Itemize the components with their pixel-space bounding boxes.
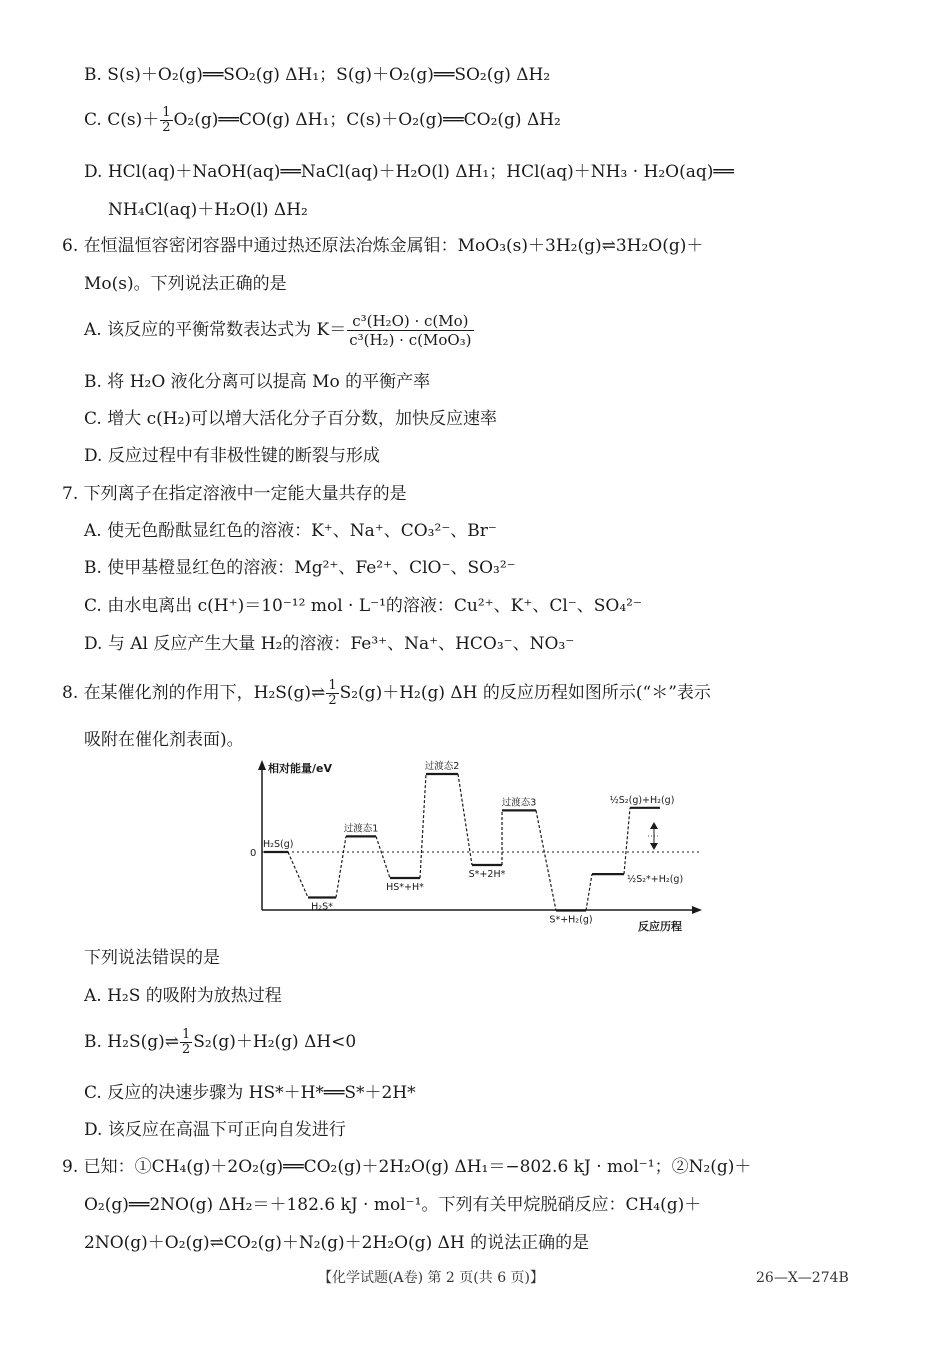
q9-line1: 9. 已知：①CH₄(g)＋2O₂(g)══CO₂(g)＋2H₂O(g) ΔH₁＝−802.6 kJ · mol⁻¹；②N₂(g)＋ (62, 1157, 752, 1177)
q8-option-c: C. 反应的决速步骤为 HS*＋H*══S*＋2H* (84, 1083, 416, 1103)
q7-option-b: B. 使甲基橙显红色的溶液：Mg²⁺、Fe²⁺、ClO⁻、SO₃²⁻ (84, 558, 516, 578)
x-axis-label: 反应历程 (638, 920, 682, 933)
q6-stem-line1: 6. 在恒温恒容密闭容器中通过热还原法冶炼金属钼：MoO₃(s)＋3H₂(g)⇌3H₂O(g)＋ (62, 236, 704, 256)
energy-level-label: H₂S(g) (263, 839, 294, 850)
zero-label: 0 (250, 848, 257, 859)
q5-option-c-post: O₂(g)══CO(g) ΔH₁；C(s)＋O₂(g)══CO₂(g) ΔH₂ (173, 110, 561, 130)
q8-option-b (84, 1028, 356, 1057)
y-axis-label: 相对能量/eV (268, 762, 332, 775)
q7-option-c: C. 由水电离出 c(H⁺)＝10⁻¹² mol · L⁻¹的溶液：Cu²⁺、K⁺、Cl⁻、SO₄²⁻ (84, 596, 642, 616)
q5-option-c-pre: C. C(s)＋ (84, 110, 160, 130)
energy-profile-chart (240, 758, 710, 938)
energy-level-label: 过渡态1 (343, 823, 379, 835)
exam-code: 26—X—274B (756, 1270, 849, 1286)
q8-stem-line1 (62, 679, 711, 708)
x-axis-arrow (692, 906, 702, 914)
energy-level-label: S*+2H* (468, 869, 506, 880)
fraction-numerator: 1 (181, 1027, 191, 1042)
q8-option-d: D. 该反应在高温下可正向自发进行 (84, 1120, 346, 1140)
pathway-connector (458, 774, 472, 865)
fraction-denominator: c³(H₂) · c(MoO₃) (349, 331, 472, 349)
q5-option-c (84, 106, 561, 135)
fraction-half (326, 679, 338, 708)
fraction-numerator: 1 (162, 105, 171, 120)
y-axis-arrow (258, 760, 266, 770)
q6-option-b: B. 将 H₂O 液化分离可以提高 Mo 的平衡产率 (84, 372, 431, 392)
q6-option-a-pre: A. 该反应的平衡常数表达式为 K＝ (84, 320, 347, 340)
pathway-connector (624, 808, 630, 874)
q5-option-d-line2: NH₄Cl(aq)＋H₂O(l) ΔH₂ (108, 200, 308, 220)
q6-option-c: C. 增大 c(H₂)可以增大活化分子百分数，加快反应速率 (84, 409, 498, 429)
q7-stem: 7. 下列离子在指定溶液中一定能大量共存的是 (62, 484, 407, 504)
pathway-connector (288, 852, 308, 898)
q6-option-a (84, 312, 475, 349)
delta-h-marker (648, 822, 660, 850)
q8-question: 下列说法错误的是 (84, 948, 220, 968)
equilibrium-constant-fraction (347, 312, 473, 349)
energy-level-label: ½S₂*+H₂(g) (627, 874, 684, 886)
fraction-numerator: 1 (328, 678, 337, 693)
q7-option-d: D. 与 Al 反应产生大量 H₂的溶液：Fe³⁺、Na⁺、HCO₃⁻、NO₃⁻ (84, 634, 575, 654)
energy-level-label: S*+H₂(g) (549, 914, 593, 926)
fraction-denominator: 2 (181, 1042, 191, 1057)
energy-level-label: 过渡态3 (501, 797, 537, 809)
q9-line3: 2NO(g)＋O₂(g)⇌CO₂(g)＋N₂(g)＋2H₂O(g) ΔH 的说法正确的是 (84, 1233, 590, 1253)
q8-stem-pre: 8. 在某催化剂的作用下，H₂S(g)⇌ (62, 683, 326, 703)
q5-option-d-line1: D. HCl(aq)＋NaOH(aq)══NaCl(aq)＋H₂O(l) ΔH₁；HCl(aq)＋NH₃ · H₂O(aq)══ (84, 162, 734, 182)
energy-level-label: HS*+H* (386, 882, 424, 893)
q8-stem-line2: 吸附在催化剂表面)。 (84, 730, 244, 750)
q7-option-a: A. 使无色酚酞显红色的溶液：K⁺、Na⁺、CO₃²⁻、Br⁻ (84, 521, 497, 541)
q8-stem-post: S₂(g)＋H₂(g) ΔH 的反应历程如图所示(“＊”表示 (339, 683, 711, 703)
q8-option-b-post: S₂(g)＋H₂(g) ΔH<0 (193, 1032, 357, 1052)
energy-level-label: H₂S* (311, 901, 333, 913)
energy-level-label: 过渡态2 (424, 761, 460, 772)
q8-option-b-pre: B. H₂S(g)⇌ (84, 1032, 179, 1052)
pathway-connector (586, 874, 592, 910)
pathway-connector (336, 836, 346, 897)
q6-stem-line2: Mo(s)。下列说法正确的是 (84, 274, 287, 294)
fraction-denominator: 2 (162, 120, 171, 135)
fraction-numerator: c³(H₂O) · c(Mo) (347, 312, 473, 331)
fraction-denominator: 2 (328, 693, 337, 708)
pathway-connector (420, 774, 426, 878)
q8-option-a: A. H₂S 的吸附为放热过程 (84, 986, 282, 1006)
page-footer: 【化学试题(A卷) 第 2 页(共 6 页)】 (318, 1270, 545, 1286)
q9-line2: O₂(g)══2NO(g) ΔH₂＝＋182.6 kJ · mol⁻¹。下列有关甲烷脱硝反应：CH₄(g)＋ (84, 1195, 702, 1215)
pathway-connector (536, 810, 556, 910)
fraction-half (160, 106, 172, 135)
q5-option-b: B. S(s)＋O₂(g)══SO₂(g) ΔH₁；S(g)＋O₂(g)══SO₂(g) ΔH₂ (84, 65, 551, 85)
q6-option-d: D. 反应过程中有非极性键的断裂与形成 (84, 446, 380, 466)
energy-levels-group (263, 760, 683, 926)
energy-level-label: ½S₂(g)+H₂(g) (609, 794, 675, 806)
fraction-half (180, 1028, 192, 1057)
pathway-connector (376, 836, 390, 878)
